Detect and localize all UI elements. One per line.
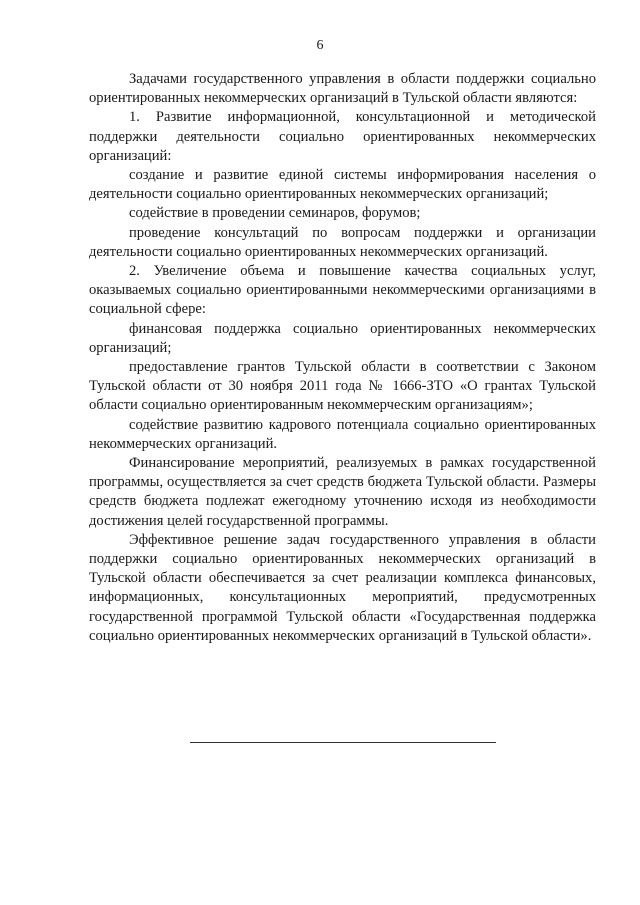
page-number: 6 [316, 38, 324, 53]
paragraph-financing: Финансирование мероприятий, реализуемых в рамках государственной программы, осуществляется за счет средств бюджета Тульской области. Размеры средств бюджета подлежат ежегодному уточнению исходя из необходимости достижения целей государственной программы. [89, 455, 596, 529]
paragraph-task-1: 1. Развитие информационной, консультационной и методической поддержки деятельности социально ориентированных некоммерческих организаций: [89, 109, 596, 164]
paragraph-task-2-item-financial-support: финансовая поддержка социально ориентированных некоммерческих организаций; [89, 320, 596, 356]
paragraph-task-2-item-grants: предоставление грантов Тульской области в соответствии с Законом Тульской области от 30 ноября 2011 года № 1666-ЗТО «О грантах Тульской области социально ориентированным некоммерческим организациям»; [89, 359, 596, 414]
paragraph-task-2-item-personnel: содействие развитию кадрового потенциала социально ориентированных некоммерческих организаций. [89, 416, 596, 452]
paragraph-effective-solution: Эффективное решение задач государственного управления в области поддержки социально ориентированных некоммерческих организаций в Тульской области обеспечивается за счет реализации комплекса финансовых, информационных, консультационных мероприятий, предусмотренных государственной программой Тульской области «Государственная поддержка социально ориентированных некоммерческих организаций в Тульской области». [89, 531, 596, 644]
paragraph-task-1-item-seminars: содействие в проведении семинаров, форумов; [129, 205, 421, 222]
paragraph-task-1-item-informing: создание и развитие единой системы информирования населения о деятельности социально ориентированных некоммерческих организаций; [89, 167, 596, 203]
document-body [89, 70, 596, 646]
paragraph-task-1-item-consultations: проведение консультаций по вопросам поддержки и организации деятельности социально ориентированных некоммерческих организаций. [89, 224, 596, 260]
closing-rule [190, 742, 496, 743]
paragraph-task-2: 2. Увеличение объема и повышение качества социальных услуг, оказываемых социально ориентированными некоммерческими организациями в социальной сфере: [89, 263, 596, 318]
paragraph-tasks-intro: Задачами государственного управления в области поддержки социально ориентированных некоммерческих организаций в Тульской области являются: [89, 71, 596, 107]
